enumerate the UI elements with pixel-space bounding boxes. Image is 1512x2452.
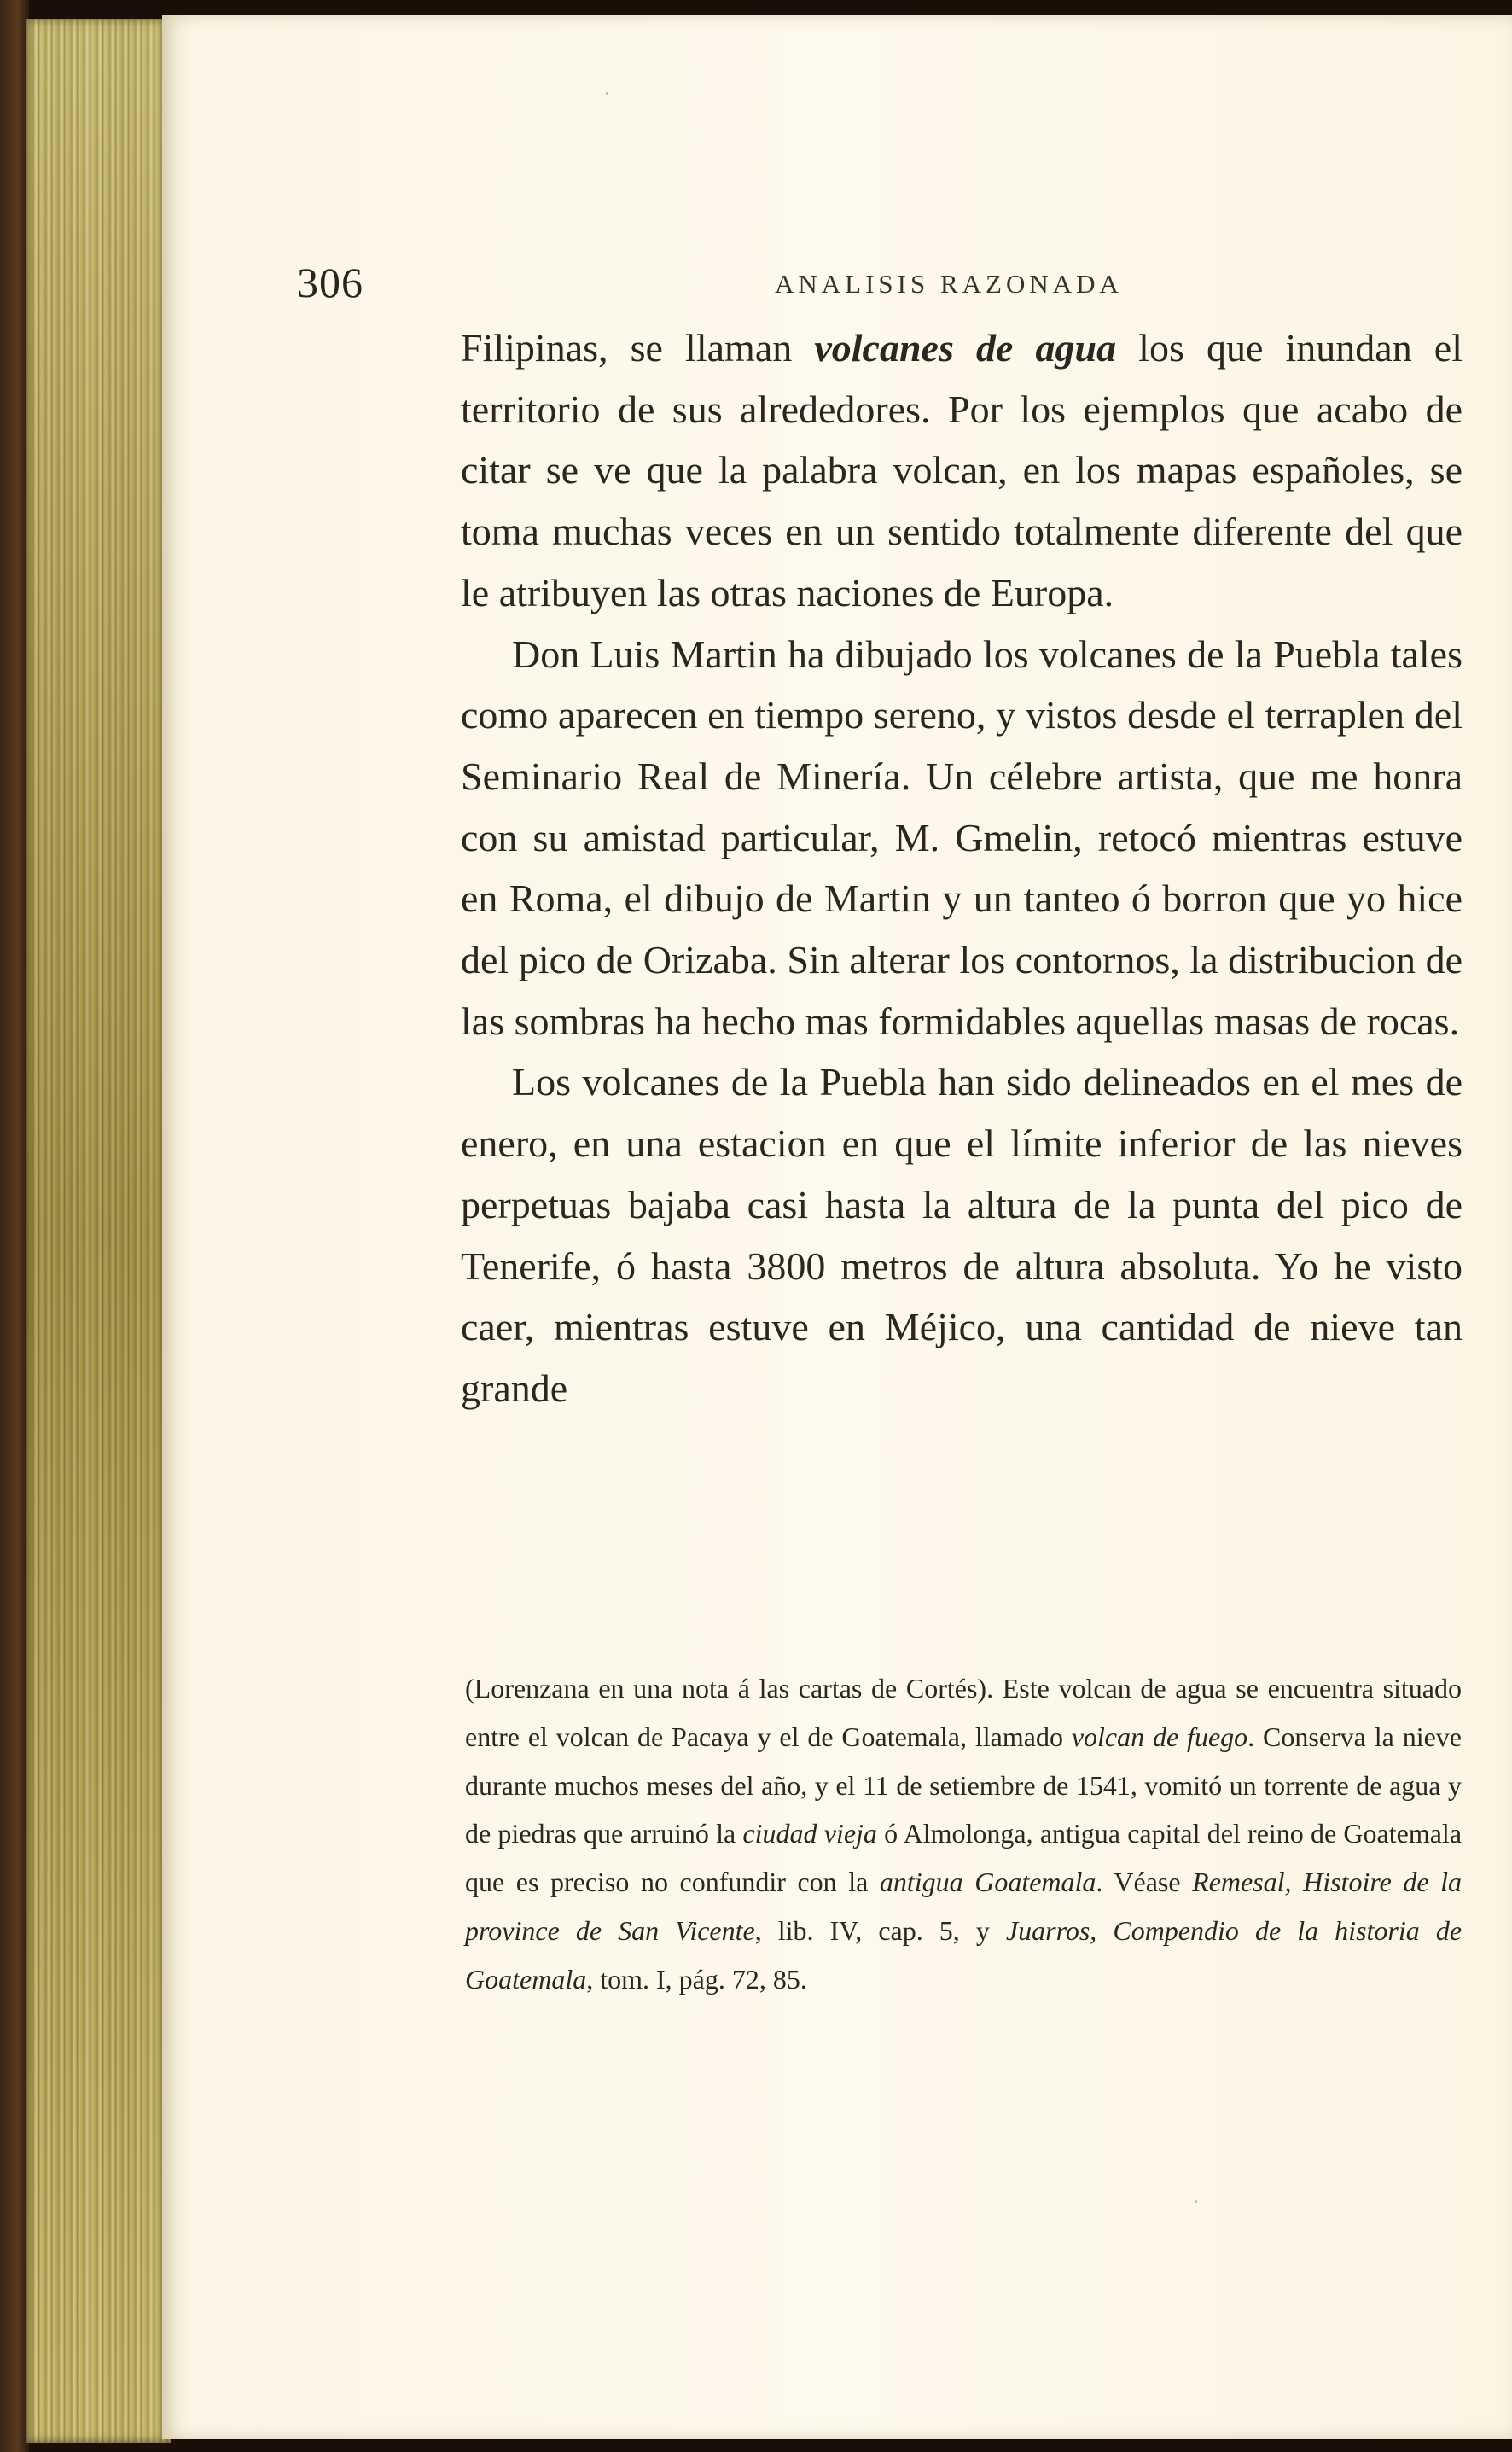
italic-term: ciudad vieja xyxy=(742,1818,877,1849)
book-cover-edge xyxy=(0,0,29,2452)
paragraph-3: Los volcanes de la Puebla han sido delineados en el mes de enero, en una estacion en que el límite inferior de las nieves perpetuas bajaba casi hasta la altura de la punta del pico de Tenerife, ó hasta 3800 metros de altura absoluta. Yo he visto caer, mientras estuve en Méjico, una cantidad de nieve tan grande xyxy=(461,1060,1463,1410)
running-head xyxy=(297,258,1480,306)
text-run: , tom. I, pág. 72, 85. xyxy=(586,1963,807,1995)
italic-term: volcanes de agua xyxy=(814,326,1117,370)
text-run: . Conserva la nieve durante muchos meses del año, y el 11 de setiembre de 1541, vomitó un torrente de agua y de piedras que arruinó la xyxy=(465,1721,1463,1849)
paper-speck xyxy=(606,92,608,95)
italic-citation: Remesal, Histoire de la province de San Vicente xyxy=(465,1867,1463,1946)
italic-term: volcan de fuego xyxy=(1071,1721,1248,1752)
text-run: los que inundan el territorio de sus alrededores. Por los ejemplos que acabo de citar se ve que la palabra volcan, en los mapas españoles, se toma muchas veces en un sentido totalmente diferente del que le atribuyen las otras naciones de Europa. xyxy=(461,326,1463,614)
running-head-title: ANALISIS RAZONADA xyxy=(775,269,1123,299)
text-run: Filipinas, se llaman xyxy=(461,326,815,370)
page-number: 306 xyxy=(297,259,363,306)
paper-speck xyxy=(1195,2200,1197,2203)
text-run: , lib. IV, cap. 5, y xyxy=(754,1914,1006,1946)
italic-citation: Juarros, Compendio de la historia de Goatemala xyxy=(465,1914,1463,1995)
text-run: . Véase xyxy=(1096,1867,1193,1898)
italic-term: antigua Goatemala xyxy=(879,1867,1096,1898)
gilt-page-edges xyxy=(26,19,171,2443)
main-text xyxy=(461,317,1463,1419)
paragraph-2: Don Luis Martin ha dibujado los volcanes de la Puebla tales como aparecen en tiempo sereno, y vistos desde el terraplen del Seminario Real de Minería. Un célebre artista, que me honra con su amistad particular, M. Gmelin, retocó mientras estuve en Roma, el dibujo de Martin y un tanteo ó borron que yo hice del pico de Orizaba. Sin alterar los contornos, la distribucion de las sombras ha hecho mas formidables aquellas masas de rocas. xyxy=(461,632,1463,1043)
paragraph-1 xyxy=(461,317,1463,624)
footnote xyxy=(465,1664,1462,2004)
footnote-text xyxy=(465,1664,1462,2004)
text-run: (Lorenzana en una nota á las cartas de Cortés). Este volcan de agua se encuentra situado entre el volcan de Pacaya y el de Goatemala, llamado xyxy=(465,1673,1462,1752)
text-run: ó Almolonga, antigua capital del reino de Goatemala que es preciso no confundir con la xyxy=(465,1818,1463,1898)
